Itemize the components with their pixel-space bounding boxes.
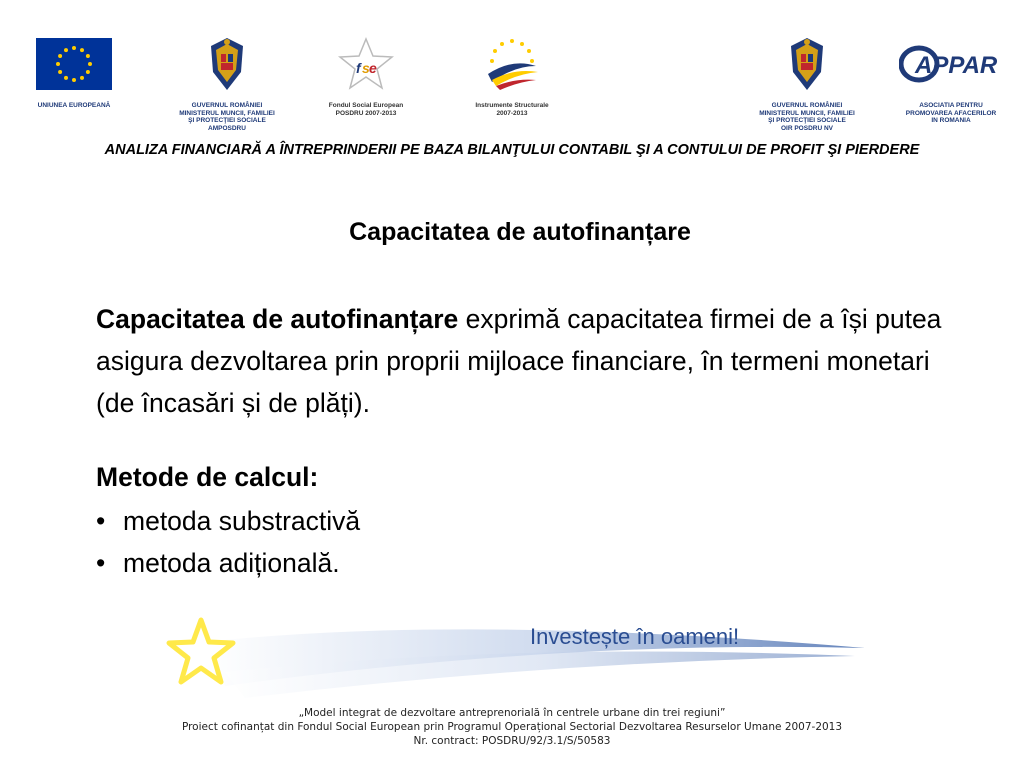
logo-caption: Fondul Social European POSDRU 2007-2013 <box>328 102 404 117</box>
methods-list <box>96 500 360 584</box>
method-label: metoda adițională. <box>123 548 340 578</box>
footer-swoosh-banner <box>165 612 865 704</box>
methods-heading: Metode de calcul: <box>96 462 319 492</box>
structural-instruments-icon <box>482 36 542 92</box>
contract-number: Nr. contract: POSDRU/92/3.1/S/50583 <box>413 735 611 747</box>
slide-title: Capacitatea de autofinanțare <box>349 218 691 246</box>
logo-caption: UNIUNEA EUROPEANĂ <box>37 102 111 109</box>
romania-coat-of-arms-icon <box>207 36 247 92</box>
logo-caption: ASOCIATIA PENTRU PROMOVAREA AFACERILOR IN ROMANIA <box>905 102 997 124</box>
gov-logo-right <box>748 34 866 132</box>
list-item <box>96 500 360 542</box>
bullet-icon: • <box>96 548 106 578</box>
structural-instruments-logo <box>462 34 562 117</box>
method-label: metoda substractivă <box>123 506 361 536</box>
list-item <box>96 542 360 584</box>
svg-text:s: s <box>362 60 370 76</box>
gov-logo-left <box>168 34 286 132</box>
logo-caption: GUVERNUL ROMÂNIEI MINISTERUL MUNCII, FAMILIEI ŞI PROTECŢIEI SOCIALE OIR POSDRU NV <box>759 102 855 132</box>
definition-term: Capacitatea de autofinanțare <box>96 304 459 334</box>
svg-text:e: e <box>369 60 377 76</box>
logo-caption: GUVERNUL ROMÂNIEI MINISTERUL MUNCII, FAMILIEI ŞI PROTECŢIEI SOCIALE AMPOSDRU <box>179 102 275 132</box>
logo-caption: Instrumente Structurale 2007-2013 <box>475 102 549 117</box>
fse-logo <box>318 34 414 117</box>
appar-logo <box>896 34 1006 125</box>
svg-text:f: f <box>356 60 361 76</box>
eu-logo <box>34 34 114 110</box>
bullet-icon: • <box>96 506 106 536</box>
eu-flag-icon <box>36 38 112 90</box>
footer-text <box>0 706 1024 748</box>
romania-coat-of-arms-icon <box>787 36 827 92</box>
logo-bar <box>0 34 1024 134</box>
project-name: „Model integrat de dezvoltare antreprenorială în centrele urbane din trei regiuni” <box>298 707 726 719</box>
svg-text:APPAR: APPAR <box>915 52 998 79</box>
slogan: Investește în oameni! <box>530 624 740 649</box>
fse-star-icon <box>336 36 396 92</box>
cofinancing-line: Proiect cofinanțat din Fondul Social European prin Programul Operațional Sectorial Dezvoltarea Resurselor Umane 2007-2013 <box>181 721 843 733</box>
definition-paragraph <box>96 298 946 424</box>
header-title: ANALIZA FINANCIARĂ A ÎNTREPRINDERII PE BAZA BILANŢULUI CONTABIL ŞI A CONTULUI DE PROFIT ŞI PIERDERE <box>104 142 920 158</box>
appar-logo-icon <box>899 42 1003 86</box>
definition-text: exprimă capacitatea firmei de a își putea asigura dezvoltarea prin proprii mijloace financiare, în termeni monetari (de încasări și de plăți). <box>96 304 942 418</box>
